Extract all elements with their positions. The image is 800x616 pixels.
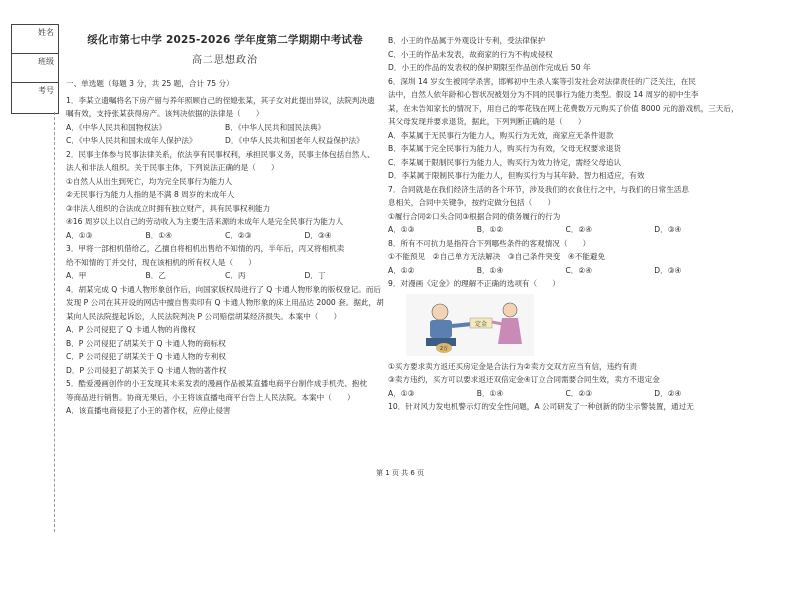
option-d[interactable]: D．③④ <box>654 225 682 234</box>
option-row <box>388 387 743 401</box>
question-text: 8．所有不可抗力是指符合下列哪些条件的客观情况（ ） <box>388 238 591 248</box>
option-d[interactable]: D．②④ <box>654 388 682 398</box>
question-text: 发现 P 公司在其开设的网店中擅自售卖印有 Q 卡通人物形象的床上用品达 2000 套。据此，胡 <box>66 298 384 307</box>
question-text: 9．对漫画《定金》的理解不正确的选项有（ ） <box>388 279 560 288</box>
option-c[interactable]: C．②③ <box>225 230 252 240</box>
right-column <box>388 34 743 414</box>
page-footer: 第 1 页 共 6 页 <box>375 469 425 477</box>
name-label: 姓名 <box>38 28 54 37</box>
option-row <box>66 121 384 135</box>
question-text: 4．胡某完成 Q 卡通人物形象创作后，向国家版权局进行了 Q 卡通人物形象的版权登记。而后 <box>66 284 381 294</box>
option-c[interactable]: C．《中华人民共和国未成年人保护法》 <box>66 136 197 145</box>
option-a[interactable]: A．①② <box>388 265 415 275</box>
option-d[interactable]: D．③④ <box>654 265 682 275</box>
name-field[interactable] <box>12 25 58 54</box>
question-text: 法中，自然人依年龄和心智状况被划分为不同的民事行为能力类型。假设 14 周岁的初中生李 <box>388 90 699 99</box>
option-row <box>388 223 743 237</box>
option-c[interactable]: C．丙 <box>225 271 246 280</box>
cartoon-illustration <box>406 294 534 356</box>
exam-subject: 高二思想政治 <box>192 54 258 66</box>
question-text: 2．民事主体参与民事法律关系，依法享有民事权利，承担民事义务，民事主体包括自然人、 <box>66 149 375 159</box>
question-text: 10．针对风力发电机警示灯的安全性问题，A 公司研发了一种创新的防尘示警装置，通过无 <box>388 402 694 411</box>
option-row <box>66 134 384 148</box>
exam-title: 绥化市第七中学 2025-2026 学年度第二学期期中考试卷 <box>87 34 363 46</box>
option-a[interactable]: A．①③ <box>388 388 415 398</box>
section-heading: 一、单选题（每题 3 分，共 25 题，合计 75 分） <box>66 79 234 88</box>
option-c[interactable]: C．李某属于限制民事行为能力人，购买行为效力待定，需经父母追认 <box>388 157 622 167</box>
option-a[interactable]: A．①③ <box>388 225 415 234</box>
statement: ①履行合同②口头合同③根据合同的债务履行的行为 <box>388 211 561 221</box>
question-text: 5．酷爱漫画创作的小王发现其未来发表的漫画作品被某直播电商平台制作成手机壳、抱枕 <box>66 379 367 388</box>
statement: ①自然人从出生到死亡，均为完全民事行为能力人 <box>66 176 233 186</box>
option-a[interactable]: A．P 公司侵犯了 Q 卡通人物的肖像权 <box>66 325 196 334</box>
option-a[interactable]: A．《中华人民共和国物权法》 <box>66 122 167 132</box>
option-d[interactable]: D．《中华人民共和国老年人权益保护法》 <box>225 136 364 145</box>
question-8 <box>388 237 743 278</box>
option-c[interactable]: C．②④ <box>565 225 593 234</box>
question-text: 3．甲将一部相机借给乙，乙擅自将相机出售给不知情的丙，半年后，丙又将相机卖 <box>66 244 345 253</box>
statement: ①不能预见 ②自己单方无法解决 ③自己条件突变 ④不能避免 <box>388 252 606 261</box>
option-a[interactable]: A．李某属于无民事行为能力人，购买行为无效，商家应无条件退款 <box>388 130 614 140</box>
student-info-box <box>11 24 59 114</box>
question-1 <box>66 94 384 148</box>
option-d[interactable]: D．小王的作品的发表权的保护期限至作品创作完成后 50 年 <box>388 63 591 72</box>
option-b[interactable]: B．乙 <box>145 271 166 280</box>
deposit-cartoon <box>406 294 534 356</box>
question-text: 法人和非法人组织。关于民事主体，下列说法正确的是（ ） <box>66 163 279 172</box>
question-5-continued <box>388 34 743 75</box>
question-4 <box>66 283 384 378</box>
statement: ④16 周岁以上以自己的劳动收入为主要生活来源的未成年人是完全民事行为能力人 <box>66 217 344 226</box>
option-a[interactable]: A．甲 <box>66 271 87 280</box>
option-d[interactable]: D．丁 <box>304 271 326 280</box>
option-b[interactable]: B．P 公司侵犯了胡某关于 Q 卡通人物的商标权 <box>66 338 226 348</box>
question-text: 等商品进行销售。协商无果后，小王将该直播电商平台告上人民法院。本案中（ ） <box>66 392 355 402</box>
note-label: 定金 <box>474 320 488 328</box>
exam-number-label: 考号 <box>38 86 54 95</box>
option-d[interactable]: D．③④ <box>304 230 332 240</box>
statement: ③卖方违约，买方可以要求返还双倍定金④订立合同需要合同生效，卖方不退定金 <box>388 375 660 384</box>
question-text: 1．李某立遗嘱将名下房产留与养年照顾自己的侄媳张某，其子女对此提出异议，法院判决遗 <box>66 95 375 105</box>
option-b[interactable]: B．《中华人民共和国民法典》 <box>225 122 326 132</box>
option-c[interactable]: C．P 公司侵犯了胡某关于 Q 卡通人物的专利权 <box>66 352 226 361</box>
option-b[interactable]: B．①④ <box>145 230 172 240</box>
option-c[interactable]: C．②③ <box>565 388 593 398</box>
option-row <box>388 264 743 278</box>
question-9 <box>388 277 743 400</box>
option-b[interactable]: B．①④ <box>476 265 504 275</box>
question-text: 其父母发现并要求退货，据此，下列判断正确的是（ ） <box>388 117 586 126</box>
money-label: 2万 <box>439 345 449 352</box>
left-column <box>66 34 384 418</box>
option-row <box>66 229 384 243</box>
option-b[interactable]: B．小王的作品属于外观设计专利，受法律保护 <box>388 36 546 45</box>
option-a[interactable]: A．①③ <box>66 230 93 240</box>
option-b[interactable]: B．①② <box>476 225 504 234</box>
question-6 <box>388 75 743 183</box>
question-5 <box>66 377 384 418</box>
option-d[interactable]: D．李某属于限制民事行为能力人，但购买行为与其年龄、智力相适应，有效 <box>388 171 645 180</box>
question-text: 7．合同就是在我们经济生活的各个环节，涉及我们的衣食住行之中，与我们的日常生活息 <box>388 184 689 194</box>
question-text: 6．深圳 14 岁女生被同学杀害，邯郸初中生杀人案等引发社会对法律责任的广泛关注，在民 <box>388 76 696 86</box>
option-b[interactable]: B．李某属于完全民事行为能力人，购买行为有效，父母无权要求退货 <box>388 144 622 153</box>
question-3 <box>66 242 384 283</box>
class-field[interactable] <box>12 54 58 83</box>
statement: ②无民事行为能力人指的是不满 8 周岁的未成年人 <box>66 190 235 199</box>
question-text: 某，在未告知家长的情况下，用自己的零花钱在网上花费数万元购买了价值 8000 元的游戏机，三天后， <box>388 103 739 113</box>
statement: ①买方要求卖方返还买房定金是合法行为②卖方交双方应当有信，违约有责 <box>388 361 638 371</box>
question-text: 息相关，合同中关键争，按约定做分包括（ ） <box>388 198 556 207</box>
question-7 <box>388 183 743 237</box>
question-text: 给不知情的丁并交付，现在该相机的所有权人是（ ） <box>66 257 256 267</box>
option-c[interactable]: C．②④ <box>565 265 593 275</box>
question-2 <box>66 148 384 243</box>
question-text: 嘱有效，支持张某获得房产。该判决依据的法律是（ ） <box>66 109 264 118</box>
option-a[interactable]: A．该直播电商侵犯了小王的著作权，应停止侵害 <box>66 406 231 415</box>
option-c[interactable]: C．小王的作品未发表，故商家的行为不构成侵权 <box>388 49 553 59</box>
option-row <box>66 269 384 283</box>
option-d[interactable]: D．P 公司侵犯了胡某关于 Q 卡通人物的著作权 <box>66 365 227 375</box>
question-text: 某向人民法院提起诉讼，人民法院判决 P 公司赔偿胡某经济损失。本案中（ ） <box>66 311 342 321</box>
class-label: 班级 <box>38 57 54 66</box>
option-b[interactable]: B．①④ <box>476 388 504 398</box>
exam-number-field[interactable] <box>12 83 58 112</box>
question-10 <box>388 400 743 414</box>
statement: ③非法人组织的合法成立时拥有独立财产，具有民事权利能力 <box>66 203 271 213</box>
